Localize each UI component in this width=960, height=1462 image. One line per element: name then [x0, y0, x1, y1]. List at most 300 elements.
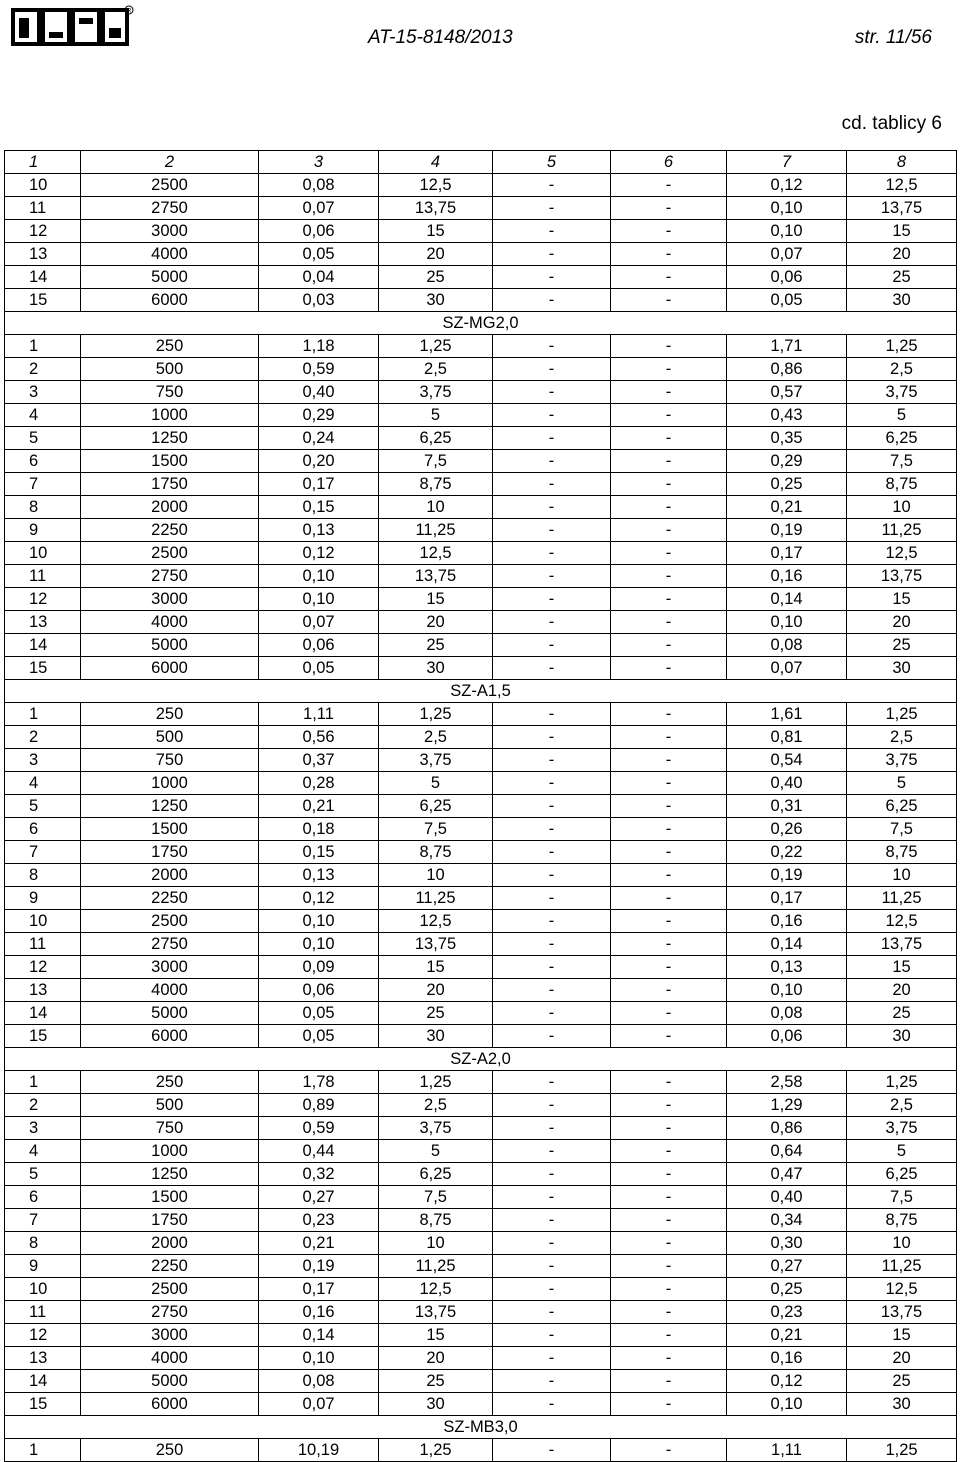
table-cell: -	[493, 749, 611, 772]
table-cell: -	[493, 542, 611, 565]
table-row	[5, 358, 957, 381]
table-row	[5, 496, 957, 519]
table-cell: 3000	[81, 1324, 259, 1347]
table-cell: 0,07	[259, 197, 379, 220]
table-cell: 25	[379, 634, 493, 657]
table-row	[5, 174, 957, 197]
table-cell: 0,08	[727, 1002, 847, 1025]
table-cell: 10	[379, 496, 493, 519]
table-row	[5, 657, 957, 680]
table-cell: 13,75	[379, 1301, 493, 1324]
svg-text:R: R	[127, 8, 132, 15]
column-header: 6	[611, 151, 727, 174]
table-cell: 14	[5, 1002, 81, 1025]
table-row	[5, 197, 957, 220]
table-cell: 0,03	[259, 289, 379, 312]
table-cell: 1,25	[847, 1439, 957, 1462]
table-cell: 10	[379, 864, 493, 887]
table-cell: 1,25	[847, 1071, 957, 1094]
table-cell: 0,10	[259, 933, 379, 956]
table-cell: 0,22	[727, 841, 847, 864]
table-cell: 1,71	[727, 335, 847, 358]
table-cell: 0,35	[727, 427, 847, 450]
table-cell: -	[493, 1117, 611, 1140]
table-cell: 3000	[81, 220, 259, 243]
table-cell: 2,5	[847, 726, 957, 749]
table-cell: 13	[5, 1347, 81, 1370]
table-cell: -	[611, 427, 727, 450]
table-cell: -	[611, 1301, 727, 1324]
table-cell: -	[611, 956, 727, 979]
table-row	[5, 1209, 957, 1232]
table-cell: 20	[847, 1347, 957, 1370]
table-cell: 5	[379, 772, 493, 795]
table-cell: 6	[5, 1186, 81, 1209]
table-cell: 0,24	[259, 427, 379, 450]
table-row	[5, 703, 957, 726]
table-cell: 20	[847, 243, 957, 266]
table-cell: 5	[5, 427, 81, 450]
table-cell: -	[611, 1025, 727, 1048]
column-header: 2	[81, 151, 259, 174]
table-cell: 5000	[81, 266, 259, 289]
table-cell: 3,75	[847, 381, 957, 404]
table-cell: 0,10	[259, 588, 379, 611]
table-cell: 0,25	[727, 1278, 847, 1301]
table-cell: 7,5	[847, 1186, 957, 1209]
table-cell: 7	[5, 1209, 81, 1232]
section-label: SZ-A2,0	[5, 1048, 957, 1071]
table-cell: 8,75	[847, 841, 957, 864]
table-cell: 0,17	[259, 1278, 379, 1301]
document-id: AT-15-8148/2013	[368, 27, 513, 48]
table-cell: 6000	[81, 289, 259, 312]
table-cell: 4	[5, 1140, 81, 1163]
table-row	[5, 979, 957, 1002]
table-row	[5, 933, 957, 956]
table-cell: 3000	[81, 588, 259, 611]
table-cell: 750	[81, 1117, 259, 1140]
table-cell: 0,17	[727, 542, 847, 565]
table-cell: 4	[5, 404, 81, 427]
table-cell: 0,19	[727, 519, 847, 542]
table-cell: 12,5	[379, 1278, 493, 1301]
table-cell: 2750	[81, 1301, 259, 1324]
table-row	[5, 1140, 957, 1163]
table-row	[5, 473, 957, 496]
table-cell: 0,09	[259, 956, 379, 979]
table-cell: 0,05	[727, 289, 847, 312]
table-row	[5, 1278, 957, 1301]
table-cell: 7	[5, 841, 81, 864]
table-cell: -	[611, 450, 727, 473]
table-cell: 2250	[81, 1255, 259, 1278]
column-header: 5	[493, 151, 611, 174]
table-cell: 10	[847, 1232, 957, 1255]
table-row	[5, 818, 957, 841]
table-cell: 0,16	[259, 1301, 379, 1324]
table-cell: 5000	[81, 1370, 259, 1393]
table-cell: 6,25	[379, 1163, 493, 1186]
table-cell: -	[493, 473, 611, 496]
table-row	[5, 427, 957, 450]
table-cell: 7,5	[379, 450, 493, 473]
table-cell: 6000	[81, 1025, 259, 1048]
table-cell: 2,5	[379, 1094, 493, 1117]
table-cell: 2000	[81, 864, 259, 887]
table-cell: 0,12	[259, 542, 379, 565]
table-cell: -	[611, 634, 727, 657]
table-cell: -	[493, 818, 611, 841]
table-cell: 0,40	[259, 381, 379, 404]
table-cell: 10	[5, 542, 81, 565]
table-cell: 0,07	[727, 657, 847, 680]
table-cell: -	[493, 1094, 611, 1117]
table-cell: 0,47	[727, 1163, 847, 1186]
table-cell: -	[493, 1002, 611, 1025]
table-row	[5, 1186, 957, 1209]
table-cell: 1750	[81, 841, 259, 864]
table-cell: 2	[5, 726, 81, 749]
table-cell: 1,25	[379, 1439, 493, 1462]
table-cell: 5	[5, 795, 81, 818]
table-cell: 250	[81, 1071, 259, 1094]
table-cell: -	[611, 657, 727, 680]
table-cell: 13	[5, 243, 81, 266]
table-cell: 0,08	[259, 1370, 379, 1393]
table-cell: -	[493, 565, 611, 588]
table-cell: 0,07	[259, 611, 379, 634]
table-row	[5, 519, 957, 542]
table-cell: 0,64	[727, 1140, 847, 1163]
table-cell: -	[493, 450, 611, 473]
table-cell: 5	[847, 1140, 957, 1163]
table-cell: 15	[5, 289, 81, 312]
table-cell: -	[611, 266, 727, 289]
table-row	[5, 1393, 957, 1416]
table-cell: 15	[847, 220, 957, 243]
table-cell: 13,75	[379, 933, 493, 956]
table-cell: -	[493, 289, 611, 312]
table-cell: 0,56	[259, 726, 379, 749]
table-cell: 0,21	[727, 1324, 847, 1347]
table-header-row	[5, 151, 957, 174]
table-row	[5, 795, 957, 818]
table-cell: 7,5	[379, 1186, 493, 1209]
table-cell: 6,25	[847, 427, 957, 450]
column-header: 7	[727, 151, 847, 174]
table-cell: 0,29	[259, 404, 379, 427]
table-cell: 5	[379, 404, 493, 427]
table-cell: 1750	[81, 1209, 259, 1232]
table-row	[5, 542, 957, 565]
table-cell: 6,25	[379, 795, 493, 818]
table-cell: 0,17	[727, 887, 847, 910]
table-cell: 500	[81, 726, 259, 749]
table-cell: 11,25	[379, 887, 493, 910]
table-cell: -	[611, 588, 727, 611]
table-cell: -	[611, 887, 727, 910]
table-cell: 0,86	[727, 1117, 847, 1140]
table-cell: -	[493, 657, 611, 680]
table-cell: 0,89	[259, 1094, 379, 1117]
table-cell: 1750	[81, 473, 259, 496]
table-cell: 1000	[81, 1140, 259, 1163]
table-cell: 10	[847, 864, 957, 887]
table-cell: 6,25	[379, 427, 493, 450]
table-cell: 0,25	[727, 473, 847, 496]
table-cell: 5	[847, 404, 957, 427]
table-cell: -	[611, 404, 727, 427]
table-cell: 0,15	[259, 841, 379, 864]
table-cell: 0,31	[727, 795, 847, 818]
table-cell: -	[493, 358, 611, 381]
table-cell: 0,57	[727, 381, 847, 404]
table-cell: 9	[5, 1255, 81, 1278]
table-row	[5, 220, 957, 243]
table-cell: -	[493, 887, 611, 910]
table-row	[5, 1071, 957, 1094]
table-cell: 0,10	[727, 611, 847, 634]
table-cell: -	[493, 726, 611, 749]
table-cell: -	[493, 1347, 611, 1370]
table-cell: 3000	[81, 956, 259, 979]
table-row	[5, 1370, 957, 1393]
table-cell: 7,5	[847, 450, 957, 473]
table-cell: 0,10	[727, 979, 847, 1002]
table-row	[5, 1163, 957, 1186]
table-cell: 0,13	[259, 519, 379, 542]
table-cell: 30	[847, 1393, 957, 1416]
table-cell: 13,75	[847, 197, 957, 220]
table-row	[5, 1117, 957, 1140]
table-cell: -	[611, 565, 727, 588]
table-cell: -	[611, 220, 727, 243]
table-cell: 0,54	[727, 749, 847, 772]
table-cell: 1,25	[379, 335, 493, 358]
table-cell: -	[611, 1232, 727, 1255]
section-row	[5, 680, 957, 703]
table-cell: -	[611, 358, 727, 381]
table-cell: 0,16	[727, 910, 847, 933]
table-cell: 1500	[81, 450, 259, 473]
table-cell: 5	[379, 1140, 493, 1163]
table-cell: -	[611, 1002, 727, 1025]
table-row	[5, 289, 957, 312]
table-cell: -	[611, 1393, 727, 1416]
table-cell: 2250	[81, 519, 259, 542]
table-cell: 0,10	[727, 220, 847, 243]
table-cell: 0,19	[259, 1255, 379, 1278]
table-cell: -	[493, 1370, 611, 1393]
table-cell: -	[611, 519, 727, 542]
table-cell: 0,10	[727, 197, 847, 220]
table-cell: 12	[5, 956, 81, 979]
table-cell: 1250	[81, 1163, 259, 1186]
table-cell: -	[493, 933, 611, 956]
table-cell: 0,19	[727, 864, 847, 887]
table-cell: 8,75	[847, 473, 957, 496]
section-label: SZ-MG2,0	[5, 312, 957, 335]
table-cell: -	[493, 427, 611, 450]
table-cell: -	[493, 588, 611, 611]
table-cell: 2000	[81, 496, 259, 519]
table-cell: -	[611, 1117, 727, 1140]
table-cell: 3	[5, 1117, 81, 1140]
table-cell: 2	[5, 1094, 81, 1117]
table-cell: 15	[847, 1324, 957, 1347]
table-cell: 0,32	[259, 1163, 379, 1186]
table-cell: 15	[5, 657, 81, 680]
table-cell: 2,5	[379, 358, 493, 381]
table-cell: -	[611, 818, 727, 841]
table-cell: 500	[81, 358, 259, 381]
table-cell: 0,14	[727, 933, 847, 956]
table-cell: 10,19	[259, 1439, 379, 1462]
table-cell: 0,18	[259, 818, 379, 841]
table-cell: 0,06	[259, 979, 379, 1002]
table-cell: 0,17	[259, 473, 379, 496]
section-label: SZ-A1,5	[5, 680, 957, 703]
table-cell: 13,75	[379, 565, 493, 588]
section-row	[5, 1048, 957, 1071]
table-cell: -	[611, 795, 727, 818]
table-cell: 0,06	[259, 220, 379, 243]
table-cell: 14	[5, 266, 81, 289]
table-cell: 750	[81, 381, 259, 404]
table-cell: 20	[379, 1347, 493, 1370]
table-cell: 15	[379, 588, 493, 611]
table-cell: -	[611, 1347, 727, 1370]
table-cell: -	[611, 174, 727, 197]
table-cell: 3	[5, 749, 81, 772]
table-cell: 6	[5, 450, 81, 473]
table-cell: -	[493, 1140, 611, 1163]
table-cell: 12,5	[379, 910, 493, 933]
table-cell: 20	[379, 979, 493, 1002]
table-cell: -	[611, 335, 727, 358]
table-cell: 0,14	[727, 588, 847, 611]
table-cell: 11,25	[847, 519, 957, 542]
table-cell: -	[493, 910, 611, 933]
table-row	[5, 588, 957, 611]
table-cell: 25	[847, 1002, 957, 1025]
table-cell: 1,29	[727, 1094, 847, 1117]
table-cell: 0,40	[727, 1186, 847, 1209]
table-cell: -	[611, 381, 727, 404]
table-cell: 1,25	[379, 1071, 493, 1094]
table-cell: 2750	[81, 565, 259, 588]
table-cell: -	[611, 473, 727, 496]
table-cell: -	[611, 703, 727, 726]
table-row	[5, 565, 957, 588]
column-header: 1	[5, 151, 81, 174]
table-cell: 1250	[81, 427, 259, 450]
table-cell: 20	[847, 611, 957, 634]
table-row	[5, 611, 957, 634]
table-cell: 1,25	[379, 703, 493, 726]
table-cell: 4	[5, 772, 81, 795]
table-cell: -	[611, 197, 727, 220]
table-cell: 15	[379, 220, 493, 243]
table-cell: 13,75	[379, 197, 493, 220]
table-cell: 5000	[81, 634, 259, 657]
table-row	[5, 1439, 957, 1462]
table-cell: 0,86	[727, 358, 847, 381]
table-cell: -	[493, 496, 611, 519]
table-cell: 10	[379, 1232, 493, 1255]
table-cell: 750	[81, 749, 259, 772]
table-cell: 0,37	[259, 749, 379, 772]
table-cell: 2	[5, 358, 81, 381]
table-cell: -	[611, 1439, 727, 1462]
table-cell: 0,29	[727, 450, 847, 473]
table-cell: 1	[5, 1439, 81, 1462]
table-cell: 6000	[81, 1393, 259, 1416]
table-cell: 8	[5, 864, 81, 887]
table-cell: -	[493, 1163, 611, 1186]
table-cell: -	[611, 1324, 727, 1347]
table-cell: 12,5	[847, 910, 957, 933]
table-cell: 25	[847, 634, 957, 657]
table-cell: 1,25	[847, 703, 957, 726]
data-table	[4, 150, 957, 1462]
table-cell: 0,16	[727, 565, 847, 588]
table-row	[5, 1324, 957, 1347]
section-row	[5, 312, 957, 335]
table-cell: 0,43	[727, 404, 847, 427]
table-cell: 0,23	[259, 1209, 379, 1232]
table-cell: -	[611, 289, 727, 312]
table-cell: 30	[379, 289, 493, 312]
table-row	[5, 772, 957, 795]
table-cell: 1500	[81, 818, 259, 841]
table-cell: -	[611, 496, 727, 519]
table-row	[5, 335, 957, 358]
table-cell: 14	[5, 1370, 81, 1393]
table-cell: 1	[5, 335, 81, 358]
table-cell: 6000	[81, 657, 259, 680]
table-cell: 15	[5, 1025, 81, 1048]
table-cell: 1,11	[727, 1439, 847, 1462]
table-row	[5, 1094, 957, 1117]
table-cell: 1	[5, 1071, 81, 1094]
table-cell: 8,75	[379, 1209, 493, 1232]
table-cell: 0,05	[259, 1025, 379, 1048]
table-cell: -	[493, 864, 611, 887]
table-cell: 5000	[81, 1002, 259, 1025]
table-cell: 0,16	[727, 1347, 847, 1370]
table-cell: 0,20	[259, 450, 379, 473]
table-cell: 12,5	[847, 174, 957, 197]
table-row	[5, 749, 957, 772]
table-cell: 25	[847, 266, 957, 289]
table-cell: 0,34	[727, 1209, 847, 1232]
column-header: 4	[379, 151, 493, 174]
table-cell: 8,75	[379, 473, 493, 496]
table-cell: 2,5	[847, 1094, 957, 1117]
table-cell: 13,75	[847, 1301, 957, 1324]
table-cell: -	[493, 611, 611, 634]
table-cell: 11,25	[847, 1255, 957, 1278]
table-cell: 10	[847, 496, 957, 519]
table-cell: 0,27	[727, 1255, 847, 1278]
table-cell: 0,14	[259, 1324, 379, 1347]
section-label: SZ-MB3,0	[5, 1416, 957, 1439]
table-cell: 2000	[81, 1232, 259, 1255]
table-cell: 3	[5, 381, 81, 404]
table-cell: -	[493, 1232, 611, 1255]
